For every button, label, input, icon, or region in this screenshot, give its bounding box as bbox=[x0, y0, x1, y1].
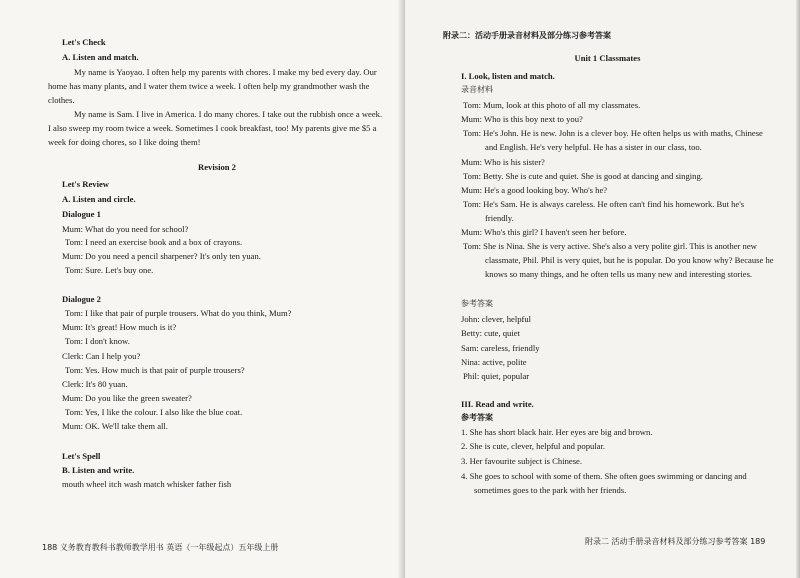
answer-label-2: 参考答案 bbox=[461, 413, 493, 422]
recording-label: 录音材料 bbox=[461, 85, 493, 94]
unit-title: Unit 1 Classmates bbox=[574, 53, 641, 63]
sam-line-1: My name is Sam. I live in America. I do many chores. I take out the rubbish once a week. bbox=[74, 109, 383, 119]
dialogue-line: Mum: Who is his sister? bbox=[461, 157, 545, 167]
dialogue2-line: Tom: Yes. How much is that pair of purple trousers? bbox=[65, 365, 245, 375]
dialogue-line: knows so many things, and he often tells us many new and interesting stories. bbox=[485, 269, 753, 279]
dialogue2-title: Dialogue 2 bbox=[62, 294, 101, 304]
lets-spell-heading: Let's Spell bbox=[62, 451, 101, 461]
dialogue-line: Tom: He's John. He is new. John is a clever boy. He often helps us with maths, Chinese bbox=[463, 128, 763, 138]
dialogue-line: classmate, Phil. Phil is very quiet, but he is popular. Do you know why? Because he bbox=[485, 255, 774, 265]
dialogue2-line: Clerk: Can I help you? bbox=[62, 351, 141, 361]
dialogue1-line: Mum: Do you need a pencil sharpener? It's only ten yuan. bbox=[62, 251, 261, 261]
dialogue-line: Tom: Mum, look at this photo of all my classmates. bbox=[463, 100, 641, 110]
answer-item: Betty: cute, quiet bbox=[461, 328, 520, 338]
dialogue-line: Tom: She is Nina. She is very active. She's also a very polite girl. This is another new bbox=[463, 241, 757, 251]
dialogue-line: Tom: Betty. She is cute and quiet. She is good at dancing and singing. bbox=[463, 171, 703, 181]
dialogue2-line: Tom: I like that pair of purple trousers. What do you think, Mum? bbox=[65, 308, 292, 318]
dialogue2-line: Mum: Do you like the green sweater? bbox=[62, 393, 192, 403]
dialogue1-title: Dialogue 1 bbox=[62, 209, 101, 219]
answer-item: Phil: quiet, popular bbox=[463, 371, 530, 381]
right-footer: 附录二 活动手册录音材料及部分练习参考答案 189 bbox=[585, 537, 766, 546]
sam-line-3: week for doing chores, so I like doing them! bbox=[48, 137, 201, 147]
dialogue-line: and English. He's very helpful. He has a sister in our class, too. bbox=[485, 142, 702, 152]
appendix-header: 附录二：活动手册录音材料及部分练习参考答案 bbox=[443, 31, 611, 40]
answer-item: Sam: careless, friendly bbox=[461, 343, 540, 353]
dialogue2-line: Tom: I don't know. bbox=[65, 336, 130, 346]
listen-write-heading: B. Listen and write. bbox=[62, 465, 135, 475]
dialogue2-line: Mum: It's great! How much is it? bbox=[62, 322, 177, 332]
dialogue1-line: Tom: I need an exercise book and a box of crayons. bbox=[65, 237, 243, 247]
dialogue-line: Tom: He's Sam. He is always careless. He often can't find his homework. But he's bbox=[463, 199, 745, 209]
yaoyao-line-1: My name is Yaoyao. I often help my parents with chores. I make my bed every day. Our bbox=[74, 67, 377, 77]
answer-item: John: clever, helpful bbox=[461, 314, 532, 324]
dialogue2-line: Clerk: It's 80 yuan. bbox=[62, 379, 128, 389]
dialogue2-line: Tom: Yes, I like the colour. I also like the blue coat. bbox=[65, 407, 243, 417]
dialogue-line: Mum: Who's this girl? I haven't seen her before. bbox=[461, 227, 627, 237]
yaoyao-line-3: clothes. bbox=[48, 95, 75, 105]
dialogue-line: friendly. bbox=[485, 213, 514, 223]
spell-words: mouth wheel itch wash match whisker father fish bbox=[62, 479, 232, 489]
revision-title: Revision 2 bbox=[198, 162, 236, 172]
dialogue-line: Mum: He's a good looking boy. Who's he? bbox=[461, 185, 608, 195]
answer3-item: 4. She goes to school with some of them. She often goes swimming or dancing and bbox=[461, 471, 747, 481]
answer3-item: sometimes goes to the park with her friends. bbox=[474, 485, 627, 495]
answer3-item: 3. Her favourite subject is Chinese. bbox=[461, 456, 582, 466]
right-page bbox=[405, 0, 800, 578]
dialogue-line: Mum: Who is this boy next to you? bbox=[461, 114, 583, 124]
answer3-item: 2. She is cute, clever, helpful and popular. bbox=[461, 441, 606, 451]
answer-item: Nina: active, polite bbox=[461, 357, 527, 367]
page-edge bbox=[796, 0, 800, 578]
listen-match-heading: A. Listen and match. bbox=[62, 52, 139, 62]
yaoyao-line-2: home has many plants, and I water them twice a week. I often help my grandmother wash the bbox=[48, 81, 370, 91]
lets-review-heading: Let's Review bbox=[62, 179, 110, 189]
dialogue1-line: Tom: Sure. Let's buy one. bbox=[65, 265, 154, 275]
dialogue2-line: Mum: OK. We'll take them all. bbox=[62, 421, 168, 431]
left-footer: 188 义务教育教科书教师教学用书 英语（一年级起点）五年级上册 bbox=[42, 543, 279, 552]
dialogue1-line: Mum: What do you need for school? bbox=[62, 224, 189, 234]
section1-heading: I. Look, listen and match. bbox=[461, 71, 555, 81]
answer-label: 参考答案 bbox=[461, 299, 493, 308]
listen-circle-heading: A. Listen and circle. bbox=[62, 194, 136, 204]
answer3-item: 1. She has short black hair. Her eyes are big and brown. bbox=[461, 427, 653, 437]
sam-line-2: I also sweep my room twice a week. Sometimes I cook breakfast, too! My parents give me $5 a bbox=[48, 123, 377, 133]
section3-heading: III. Read and write. bbox=[461, 399, 534, 409]
lets-check-heading: Let's Check bbox=[62, 37, 106, 47]
